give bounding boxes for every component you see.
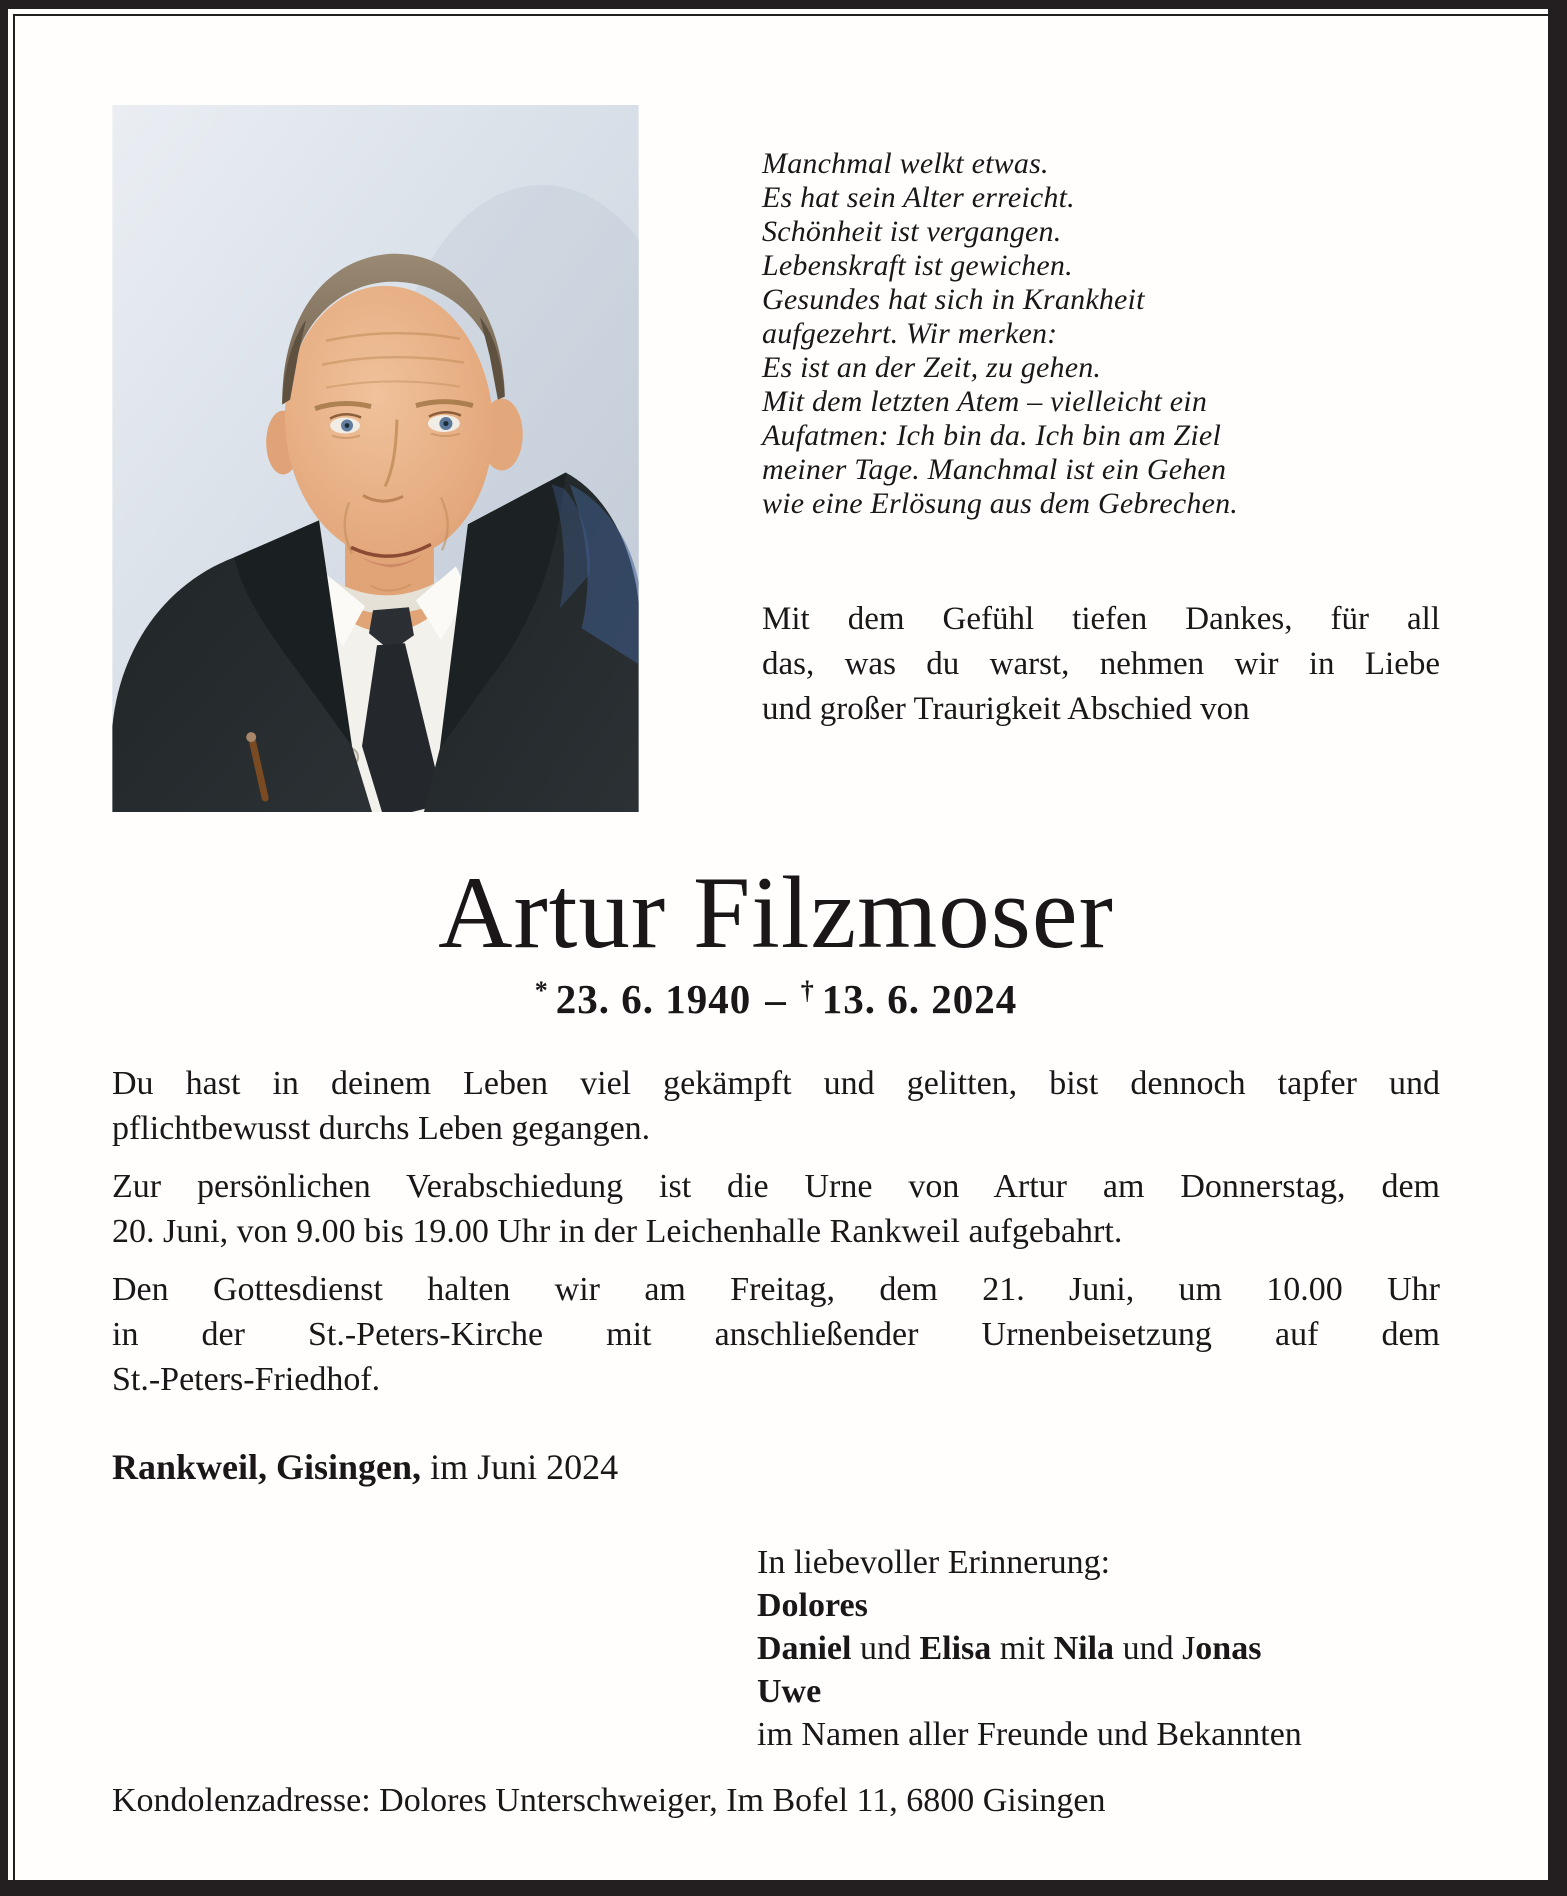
farewell-intro [762, 597, 1440, 732]
death-symbol-icon: † [800, 976, 815, 1006]
mourner-name: Uwe [757, 1673, 822, 1711]
mourners-intro: In liebevoller Erinnerung: [757, 1544, 1111, 1582]
text-line: Lebenskraft ist gewichen. [762, 249, 1073, 282]
connector-text: mit [991, 1630, 1054, 1668]
mourners-block [757, 1541, 1440, 1756]
portrait-illustration [112, 105, 639, 812]
connector-text: und [851, 1630, 920, 1668]
text-line: Es hat sein Alter erreicht. [762, 181, 1075, 214]
birth-symbol-icon: * [534, 976, 549, 1006]
date-text: im Juni 2024 [421, 1447, 619, 1488]
obituary-content [8, 9, 1548, 1820]
text-line: das, was du warst, nehmen wir in Liebe [762, 646, 1440, 682]
text-line: Du hast in deinem Leben viel gekämpft und gelitten, bist dennoch tapfer und [112, 1065, 1440, 1103]
place-date-line [112, 1446, 1440, 1489]
mourner-name: Dolores [757, 1587, 868, 1625]
text-line: Mit dem letzten Atem – vielleicht ein [762, 385, 1208, 418]
text-line: Schönheit ist vergangen. [762, 215, 1062, 248]
text-line: in der St.-Peters-Kirche mit anschließender Urnenbeisetzung auf dem [112, 1316, 1440, 1354]
top-section [112, 9, 1440, 812]
dates-separator: – [765, 976, 787, 1023]
text-line: Mit dem Gefühl tiefen Dankes, für all [762, 601, 1440, 637]
text-line: pflichtbewusst durchs Leben gegangen. [112, 1110, 651, 1148]
mourner-name: onas [1195, 1630, 1262, 1668]
connector-text: und [1114, 1630, 1183, 1668]
text-line: aufgezehrt. Wir merken: [762, 317, 1058, 350]
death-date: 13. 6. 2024 [821, 976, 1018, 1023]
mourner-name: Nila [1053, 1630, 1115, 1668]
text-line: meiner Tage. Manchmal ist ein Gehen [762, 453, 1227, 486]
mourner-line [757, 1670, 1440, 1713]
text-line: Den Gottesdienst halten wir am Freitag, dem 21. Juni, um 10.00 Uhr [112, 1271, 1440, 1309]
place-text: Rankweil, Gisingen, [112, 1447, 422, 1488]
obituary-card [8, 9, 1548, 1880]
obituary-paragraph [112, 1267, 1440, 1402]
memorial-poem [762, 147, 1440, 521]
text-line: wie eine Erlösung aus dem Gebrechen. [762, 487, 1238, 520]
connector-text: J [1182, 1630, 1196, 1668]
obituary-paragraphs [112, 1061, 1440, 1402]
mourner-name: Elisa [919, 1630, 992, 1668]
text-line: Es ist an der Zeit, zu gehen. [762, 351, 1102, 384]
deceased-name: Artur Filzmoser [438, 856, 1114, 970]
text-line: Gesundes hat sich in Krankheit [762, 283, 1145, 316]
mourners-closing: im Namen aller Freunde und Bekannten [757, 1716, 1302, 1754]
condolence-line: Kondolenzadresse: Dolores Unterschweiger, Im Bofel 11, 6800 Gisingen [112, 1782, 1106, 1820]
mourner-name: Daniel [757, 1630, 852, 1668]
obituary-paragraph [112, 1164, 1440, 1254]
right-column [762, 105, 1440, 732]
text-line: 20. Juni, von 9.00 bis 19.00 Uhr in der Leichenhalle Rankweil aufgebahrt. [112, 1213, 1123, 1251]
life-dates [112, 975, 1440, 1023]
portrait-photo [112, 105, 639, 812]
text-line: St.-Peters-Friedhof. [112, 1361, 381, 1399]
text-line: Aufatmen: Ich bin da. Ich bin am Ziel [762, 419, 1221, 452]
mourner-line [757, 1627, 1440, 1670]
birth-date: 23. 6. 1940 [555, 976, 752, 1023]
obituary-paragraph [112, 1061, 1440, 1151]
mourner-line [757, 1584, 1440, 1627]
text-line: und großer Traurigkeit Abschied von [762, 691, 1250, 727]
text-line: Manchmal welkt etwas. [762, 147, 1049, 180]
text-line: Zur persönlichen Verabschiedung ist die Urne von Artur am Donnerstag, dem [112, 1168, 1440, 1206]
